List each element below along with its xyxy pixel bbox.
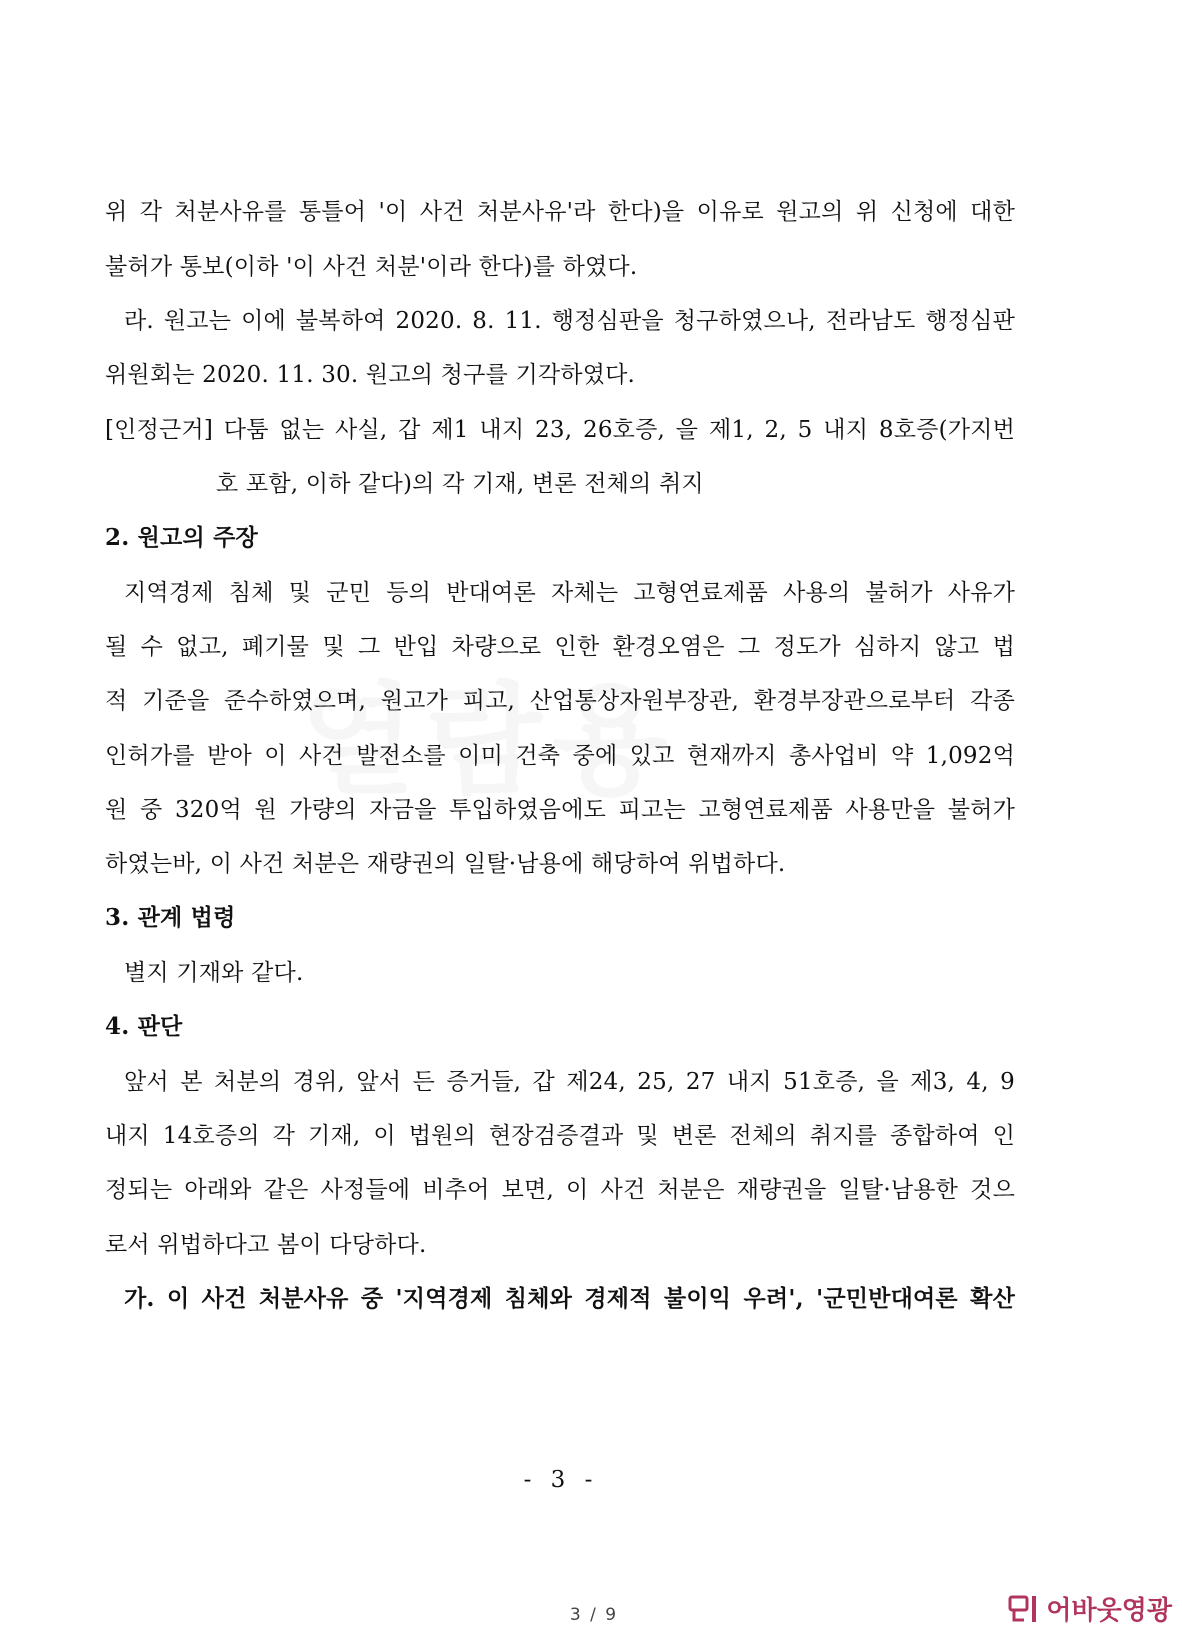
body-line: 하였는바, 이 사건 처분은 재량권의 일탈·남용에 해당하여 위법하다. <box>105 851 786 877</box>
section-heading: 3. 관계 법령 <box>105 904 236 931</box>
body-line: 정되는 아래와 같은 사정들에 비추어 보면, 이 사건 처분은 재량권을 일탈·남용한 것으 <box>105 1177 1015 1203</box>
body-line: 로서 위법하다고 봄이 다당하다. <box>105 1232 427 1258</box>
page-number: - 3 - <box>523 1467 599 1493</box>
body-line: 호 포함, 이하 같다)의 각 기재, 변론 전체의 취지 <box>216 471 704 497</box>
body-line: 적 기준을 준수하였으며, 원고가 피고, 산업통상자원부장관, 환경부장관으로부터 각종 <box>105 688 1015 714</box>
body-line: 위원회는 2020. 11. 30. 원고의 청구를 기각하였다. <box>105 362 636 388</box>
page-counter: 3 / 9 <box>569 1605 619 1625</box>
body-line: [인정근거] 다툼 없는 사실, 갑 제1 내지 23, 26호증, 을 제1, 2, 5 내지 8호증(가지번 <box>105 417 1015 443</box>
body-line: 별지 기재와 같다. <box>124 960 304 986</box>
section-heading: 4. 판단 <box>105 1013 183 1040</box>
body-line: 지역경제 침체 및 군민 등의 반대여론 자체는 고형연료제품 사용의 불허가 사유가 <box>124 580 1015 606</box>
body-line: 인허가를 받아 이 사건 발전소를 이미 건축 중에 있고 현재까지 총사업비 약 1,092억 <box>105 743 1015 769</box>
body-line: 앞서 본 처분의 경위, 앞서 든 증거들, 갑 제24, 25, 27 내지 51호증, 을 제3, 4, 9 <box>124 1069 1015 1095</box>
brand-name: 어바웃영광 <box>1046 1596 1172 1626</box>
watermark <box>300 645 678 817</box>
body-line: 될 수 없고, 폐기물 및 그 반입 차량으로 인한 환경오염은 그 정도가 심하지 않고 법 <box>105 634 1015 660</box>
body-line: 내지 14호증의 각 기재, 이 법원의 현장검증결과 및 변론 전체의 취지를 종합하여 인 <box>105 1123 1015 1149</box>
body-line: 불허가 통보(이하 '이 사건 처분'이라 한다)를 하였다. <box>105 254 638 280</box>
brand-logo[interactable] <box>1008 1590 1172 1627</box>
subsection-heading: 가. 이 사건 처분사유 중 '지역경제 침체와 경제적 불이익 우려', '군민반대여론 확산 <box>124 1285 1015 1312</box>
body-line: 라. 원고는 이에 불복하여 2020. 8. 11. 행정심판을 청구하였으나, 전라남도 행정심판 <box>124 308 1015 334</box>
body-line: 원 중 320억 원 가량의 자금을 투입하였음에도 피고는 고형연료제품 사용만을 불허가 <box>105 797 1015 823</box>
brand-logo-icon <box>1008 1594 1040 1624</box>
section-heading: 2. 원고의 주장 <box>105 524 258 551</box>
body-line: 위 각 처분사유를 통틀어 '이 사건 처분사유'라 한다)을 이유로 원고의 위 신청에 대한 <box>105 199 1015 225</box>
